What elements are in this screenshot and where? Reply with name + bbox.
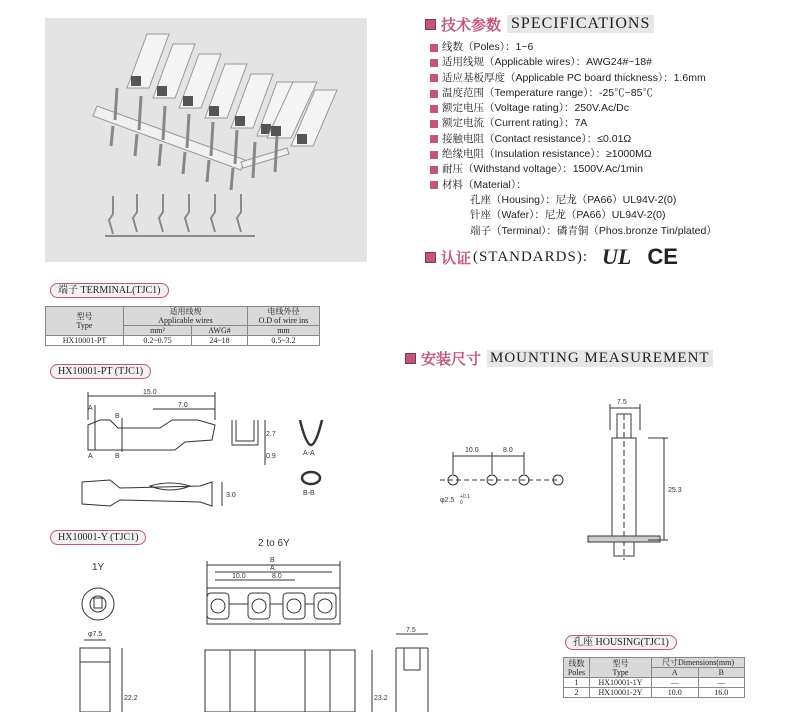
dim-label: A-A (303, 450, 315, 457)
spec-text: 适用线规（Applicable wires）：AWG24#~18# (442, 56, 652, 69)
housing-tag: 孔座 HOUSING(TJC1) (565, 635, 677, 650)
dim-label: 7.5 (617, 399, 627, 406)
dim-label: φ7.5 (88, 631, 103, 638)
dim-label: 7.0 (178, 402, 188, 409)
dim-label: 2 to 6Y (258, 538, 290, 549)
table-cell: 2 (564, 688, 590, 698)
spec-text: 额定电流（Current rating）：7A (442, 117, 588, 130)
specifications-title-en: SPECIFICATIONS (507, 15, 654, 33)
dim-label: 10.0 (232, 573, 246, 580)
pc-board (588, 536, 660, 542)
table-cell: 10.0 (652, 688, 699, 698)
terminal-side-outline (88, 420, 215, 450)
dim-label: 23.2 (374, 695, 388, 702)
dim-label: A (88, 405, 93, 412)
spec-text: 接触电阻（Contact resistance）：≤0.01Ω (442, 132, 632, 145)
table-cell: — (698, 678, 745, 688)
dim-label: 0.9 (266, 453, 276, 460)
table-cell: HX10001-PT (46, 336, 124, 346)
housing-1y-outline (82, 588, 114, 620)
material-text: 针座（Wafer）：尼龙（PA66）UL94V-2(0) (470, 209, 666, 222)
dim-label: +0.1 (460, 494, 470, 500)
terminal-top-outline (82, 480, 212, 506)
table-header-cell: B (698, 668, 745, 678)
dim-label: A (88, 453, 93, 460)
table-header-cell: 型号 Type (46, 307, 124, 336)
dim-label: 3.0 (226, 492, 236, 499)
table-cell: 0.2~0.75 (124, 336, 192, 346)
dim-label: B-B (303, 490, 315, 497)
specifications-title-cn: 技术参数 (441, 16, 502, 34)
dim-label: A (270, 565, 275, 572)
table-header-cell: 尺寸Dimensions(mm) (652, 658, 745, 668)
dim-label: 8.0 (272, 573, 282, 580)
table-cell: 24~18 (191, 336, 247, 346)
table-cell: — (652, 678, 699, 688)
spec-text: 温度范围（Temperature range）：-25℃~85℃ (442, 86, 653, 99)
dim-label: 15.0 (143, 389, 157, 396)
housing-front-view (205, 650, 355, 712)
dim-label: 0 (460, 500, 463, 506)
standards-title-en: (STANDARDS): (473, 248, 588, 265)
dim-label: 7.5 (406, 627, 416, 634)
dim-label: 2.7 (266, 431, 276, 438)
table-cell: 1 (564, 678, 590, 688)
terminal-tag: 端子 TERMINAL(TJC1) (50, 283, 169, 298)
spec-text: 线数（Poles）：1~6 (442, 41, 534, 53)
mounting-title-en: MOUNTING MEASUREMENT (487, 350, 713, 367)
spec-text: 适应基板厚度（Applicable PC board thickness）：1.6mm (442, 71, 706, 84)
dim-label: 10.0 (465, 447, 479, 454)
table-header-cell: 电线外径 O.D of wire ins (248, 307, 320, 326)
ul-logo: UL (602, 244, 632, 269)
table-cell: HX10001-1Y (590, 678, 652, 688)
material-text: 端子（Terminal）：磷青铜（Phos.bronze Tin/plated） (470, 224, 717, 237)
dim-label: B (115, 453, 120, 460)
dimension-labels (88, 389, 682, 702)
table-header-cell: 适用线规 Applicable wires (124, 307, 248, 326)
spec-text: 绝缘电阻（Insulation resistance）：≥1000MΩ (442, 148, 652, 161)
spec-text: 耐压（Withstand voltage）：1500V.Ac/1min (442, 163, 643, 176)
dim-label: 22.2 (124, 695, 138, 702)
table-cell: HX10001-2Y (590, 688, 652, 698)
dim-label: B (115, 413, 120, 420)
table-cell: 16.0 (698, 688, 745, 698)
table-header-cell: 型号 Type (590, 658, 652, 678)
ce-logo: CE (647, 244, 678, 269)
spec-text: 材料（Material）： (442, 178, 527, 191)
material-text: 孔座（Housing）：尼龙（PA66）UL94V-2(0) (470, 193, 677, 206)
dim-label: B (270, 557, 275, 564)
table-header-cell: mm (248, 326, 320, 336)
table-header-cell: 线数 Poles (564, 658, 590, 678)
dim-label: 1Y (92, 562, 105, 573)
dim-label: φ2.5 (440, 497, 455, 504)
table-header-cell: mm² (124, 326, 192, 336)
mounting-title-cn: 安装尺寸 (421, 351, 482, 368)
dim-label: 25.3 (668, 487, 682, 494)
table-header-cell: A (652, 668, 699, 678)
standards-title-cn: 认证 (441, 249, 472, 267)
housing-side-view (80, 648, 110, 712)
table-header-cell: AWG# (191, 326, 247, 336)
pt-tag: HX10001-PT (TJC1) (50, 364, 151, 379)
table-cell: 0.5~3.2 (248, 336, 320, 346)
spec-text: 额定电压（Voltage rating）：250V.Ac/Dc (442, 102, 629, 115)
y-tag: HX10001-Y (TJC1) (50, 530, 146, 545)
dim-label: 8.0 (503, 447, 513, 454)
